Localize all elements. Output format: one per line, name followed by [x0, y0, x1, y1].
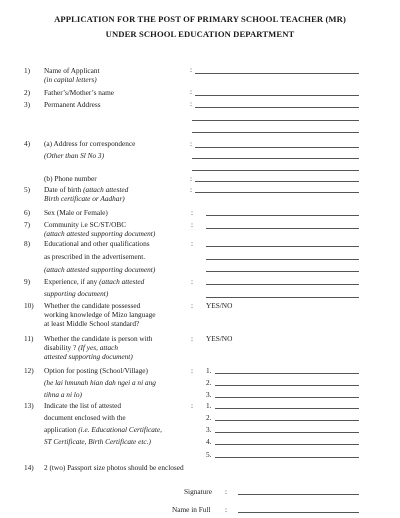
field-note: tihna a ni lo) — [44, 390, 82, 399]
field-note: ST Certificate, Birth Certificate etc.) — [44, 437, 151, 446]
field-note: attested supporting document) — [44, 352, 133, 361]
item-number: 4) — [24, 139, 31, 148]
field-label: Whether the candidate is person with — [44, 334, 153, 343]
full-name-line[interactable] — [238, 512, 359, 513]
signature-label: Signature — [184, 487, 212, 496]
field-label: (a) Address for correspondence — [44, 139, 136, 148]
item-number: 13) — [24, 401, 34, 410]
colon: : — [191, 208, 194, 217]
answer-line[interactable] — [215, 457, 359, 458]
answer-line[interactable] — [195, 181, 359, 182]
field-label: disability ? (If yes, attach — [44, 343, 118, 352]
item-number: 10) — [24, 301, 34, 310]
yes-no-option[interactable]: YES/NO — [206, 334, 233, 343]
answer-line[interactable] — [206, 228, 359, 229]
option-number: 4. — [206, 437, 212, 446]
colon: : — [190, 139, 193, 148]
signature-line[interactable] — [238, 494, 359, 495]
form-subtitle: UNDER SCHOOL EDUCATION DEPARTMENT — [105, 29, 295, 39]
answer-line[interactable] — [206, 215, 359, 216]
field-label: Option for posting (School/Village) — [44, 366, 148, 375]
field-label: as prescribed in the advertisement. — [44, 252, 146, 261]
field-label: Permanent Address — [44, 100, 101, 109]
field-label: at least Middle School standard? — [44, 319, 140, 328]
field-note: supporting document) — [44, 289, 109, 298]
colon: : — [191, 239, 194, 248]
option-number: 3. — [206, 425, 212, 434]
option-number: 2. — [206, 378, 212, 387]
field-label: Date of birth (attach attested — [44, 185, 129, 194]
item-number: 1) — [24, 66, 31, 75]
field-label: Whether the candidate possessed — [44, 301, 141, 310]
colon: : — [191, 401, 194, 410]
field-note: (Other than Sl No 3) — [44, 151, 104, 160]
answer-line[interactable] — [195, 73, 359, 74]
answer-line[interactable] — [215, 432, 359, 433]
answer-line[interactable] — [206, 297, 359, 298]
answer-line[interactable] — [206, 271, 359, 272]
field-label: Indicate the list of attested — [44, 401, 121, 410]
item-number: 7) — [24, 220, 31, 229]
answer-line[interactable] — [215, 444, 359, 445]
colon: : — [191, 334, 194, 343]
field-label: (b) Phone number — [44, 174, 97, 183]
field-label: Community i.e SC/ST/OBC — [44, 220, 127, 229]
item-number: 8) — [24, 239, 31, 248]
answer-line[interactable] — [195, 95, 359, 96]
field-label: Father’s/Mother’s name — [44, 88, 115, 97]
option-number: 5. — [206, 450, 212, 459]
field-note: (attach attested supporting document) — [44, 229, 156, 238]
item-number: 2) — [24, 88, 31, 97]
colon: : — [190, 174, 193, 183]
answer-line[interactable] — [192, 132, 359, 133]
colon: : — [190, 65, 193, 74]
item-number: 3) — [24, 100, 31, 109]
colon: : — [191, 220, 194, 229]
field-note: Birth certificate or Aadhar) — [44, 194, 125, 203]
option-number: 3. — [206, 390, 212, 399]
colon: : — [190, 87, 193, 96]
field-label: Name of Applicant — [44, 66, 100, 75]
answer-line[interactable] — [192, 158, 359, 159]
answer-line[interactable] — [215, 385, 359, 386]
answer-line[interactable] — [206, 284, 359, 285]
answer-line[interactable] — [215, 373, 359, 374]
answer-line[interactable] — [195, 147, 359, 148]
item-number: 9) — [24, 277, 31, 286]
answer-line[interactable] — [215, 397, 359, 398]
answer-line[interactable] — [195, 107, 359, 108]
item-number: 11) — [24, 334, 34, 343]
option-number: 1. — [206, 366, 212, 375]
field-label: Experience, if any (attach attested — [44, 277, 145, 286]
field-label: Educational and other qualifications — [44, 239, 150, 248]
yes-no-option[interactable]: YES/NO — [206, 301, 233, 310]
colon: : — [190, 185, 193, 194]
field-label: document enclosed with the — [44, 413, 126, 422]
answer-line[interactable] — [192, 170, 359, 171]
colon: : — [191, 277, 194, 286]
item-number: 14) — [24, 463, 34, 472]
colon: : — [225, 505, 228, 514]
field-label: 2 (two) Passport size photos should be enclosed — [44, 463, 184, 472]
field-note: (in capital letters) — [44, 75, 97, 84]
item-number: 12) — [24, 366, 34, 375]
colon: : — [191, 301, 194, 310]
field-label: working knowledge of Mizo language — [44, 310, 156, 319]
field-note: (attach attested supporting document) — [44, 265, 156, 274]
field-label: Sex (Male or Female) — [44, 208, 108, 217]
colon: : — [190, 99, 193, 108]
answer-line[interactable] — [195, 192, 359, 193]
colon: : — [191, 366, 194, 375]
answer-line[interactable] — [192, 120, 359, 121]
field-note: (he lai hmunah hian dah ngei a ni ang — [44, 378, 156, 387]
item-number: 5) — [24, 185, 31, 194]
form-title: APPLICATION FOR THE POST OF PRIMARY SCHOOL TEACHER (MR) — [54, 14, 346, 24]
item-number: 6) — [24, 208, 31, 217]
full-name-label: Name in Full — [172, 505, 211, 514]
colon: : — [225, 487, 228, 496]
answer-line[interactable] — [215, 408, 359, 409]
option-number: 1. — [206, 401, 212, 410]
field-label: application (i.e. Educational Certificate, — [44, 425, 162, 434]
option-number: 2. — [206, 413, 212, 422]
answer-line[interactable] — [215, 420, 359, 421]
answer-line[interactable] — [206, 259, 359, 260]
answer-line[interactable] — [206, 246, 359, 247]
